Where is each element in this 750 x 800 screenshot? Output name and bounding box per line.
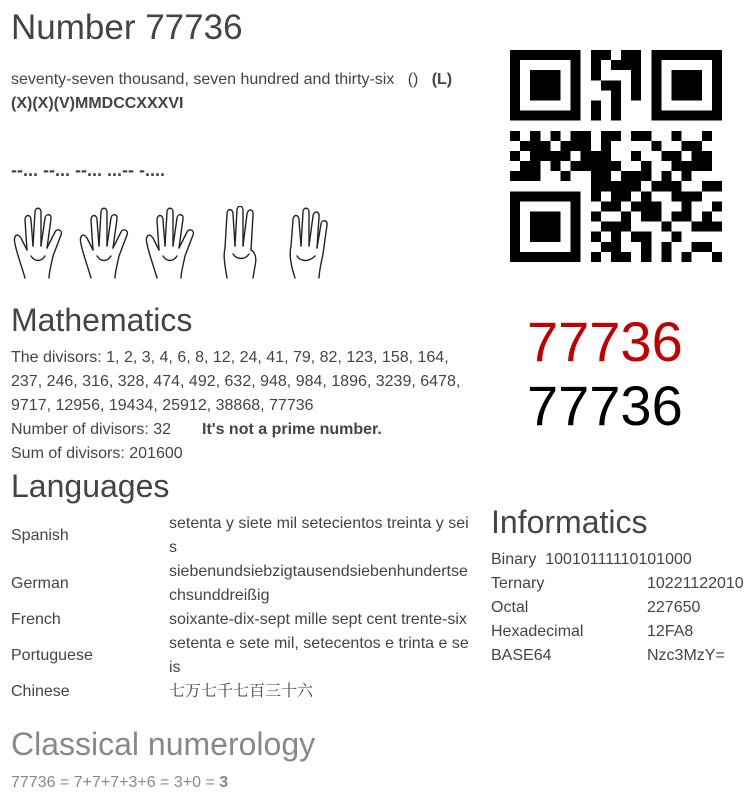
language-text: setenta e sete mil, setecentos e trinta e seis: [169, 635, 469, 676]
language-text: soixante-dix-sept mille sept cent trente-six: [169, 611, 467, 628]
hand-seven-icon: [143, 206, 197, 280]
languages-table: [11, 512, 469, 704]
divisor-count: Number of divisors: 32: [11, 421, 172, 438]
morse-code: --... --... --... ...-- -....: [11, 160, 165, 180]
informatics-label: Hexadecimal: [491, 623, 584, 640]
language-row: [11, 608, 469, 632]
language-name: French: [11, 611, 61, 628]
number-words-block: [11, 68, 481, 116]
informatics-row: [491, 572, 744, 596]
roman-numeral-line2: (X)(X)(V)MMDCCXXXVI: [11, 95, 184, 112]
language-text: setenta y siete mil setecientos treinta y seis: [169, 515, 469, 556]
numerology-formula-row: [11, 771, 228, 795]
binary-row: [491, 548, 692, 572]
binary-value: 10010111110101000: [545, 551, 692, 568]
language-text: siebenundsiebzigtausendsiebenhundertsechsunddreißig: [169, 563, 468, 604]
divisors-label: The divisors:: [11, 349, 102, 366]
number-words: seventy-seven thousand, seven hundred and thirty-six: [11, 71, 395, 88]
qr-code-icon: [510, 50, 722, 262]
number-display-black: 77736: [527, 374, 683, 437]
language-name: Chinese: [11, 683, 70, 700]
informatics-heading: Informatics: [491, 504, 648, 540]
informatics-value: 10221122010: [647, 575, 744, 592]
numerology-heading: Classical numerology: [11, 726, 316, 762]
language-name: German: [11, 575, 69, 592]
languages-heading: Languages: [11, 468, 170, 504]
numerology-formula: 77736 = 7+7+7+3+6 = 3+0 =: [11, 774, 220, 791]
language-name: Portuguese: [11, 647, 93, 664]
divisors-list: 1, 2, 3, 4, 6, 8, 12, 24, 41, 79, 82, 123, 158, 164, 237, 246, 316, 328, 474, 492, 632, 948, 984, 1896, 3239, 6478, 9717, 12956, 19434, 25912, 38868, 77736: [11, 349, 461, 414]
numerology-result: 3: [219, 774, 229, 791]
hand-seven-icon: [11, 206, 65, 280]
words-paren: (): [407, 71, 419, 88]
number-display-red: 77736: [527, 310, 683, 373]
informatics-value: 12FA8: [647, 623, 694, 640]
informatics-row: [491, 620, 744, 644]
hand-six-icon: [283, 206, 333, 280]
divisor-sum: Sum of divisors: 201600: [11, 445, 183, 462]
page-title: Number 77736: [11, 8, 243, 47]
roman-numeral-line1: (L): [431, 71, 453, 88]
language-row: [11, 680, 469, 704]
informatics-row: [491, 596, 744, 620]
informatics-row: [491, 644, 744, 668]
divisors-text: [11, 346, 476, 418]
language-row: [11, 560, 469, 608]
hand-seven-icon: [77, 206, 131, 280]
binary-label: Binary: [491, 551, 537, 568]
informatics-value: 227650: [647, 599, 701, 616]
mathematics-heading: Mathematics: [11, 302, 193, 338]
language-row: [11, 632, 469, 680]
informatics-label: BASE64: [491, 647, 552, 664]
hand-signs: [11, 206, 341, 282]
informatics-label: Octal: [491, 599, 529, 616]
language-row: [11, 512, 469, 560]
informatics-table: [491, 572, 744, 668]
language-text: 七万七千七百三十六: [169, 683, 314, 700]
hand-three-icon: [217, 206, 265, 280]
informatics-value: Nzc3MzY=: [647, 647, 725, 664]
prime-status: It's not a prime number.: [202, 421, 382, 438]
language-name: Spanish: [11, 527, 69, 544]
informatics-label: Ternary: [491, 575, 545, 592]
